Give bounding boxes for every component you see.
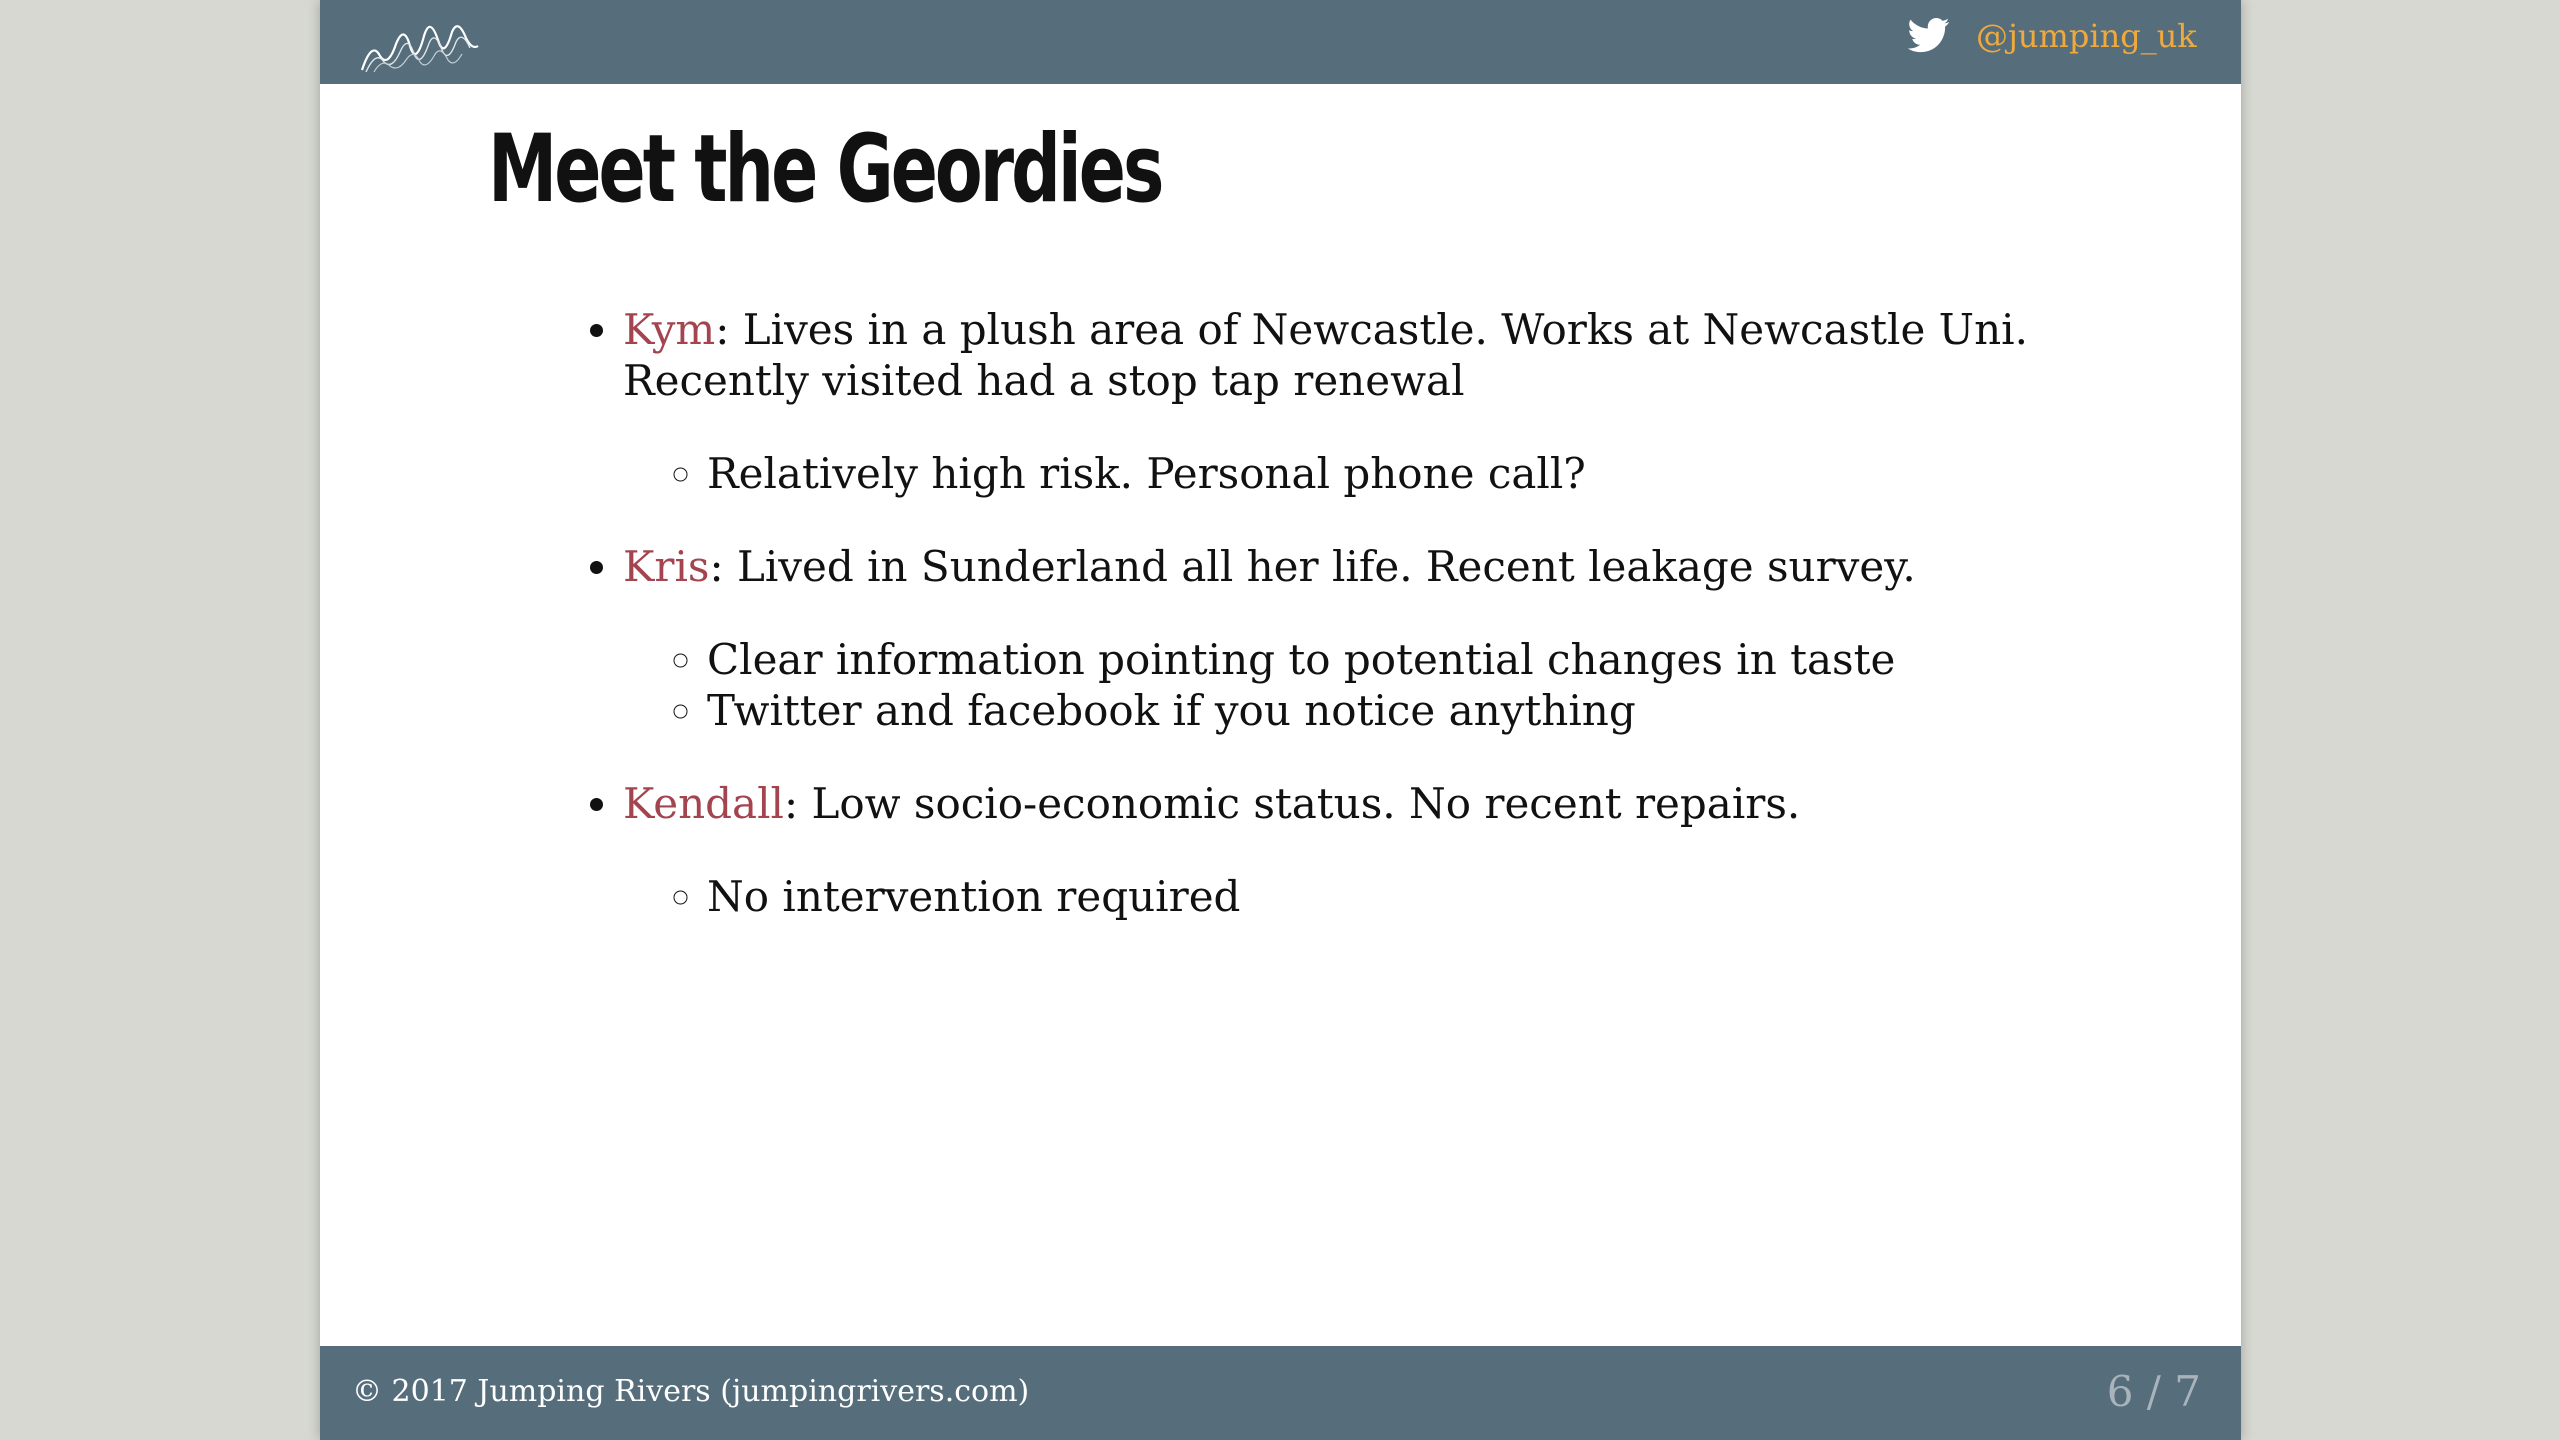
copyright-text: © 2017 Jumping Rivers (jumpingrivers.com) (352, 1374, 1030, 1409)
persona-description: : Lives in a plush area of Newcastle. Works at Newcastle Uni. Recently visited had a stop tap renewal (623, 305, 2028, 405)
persona-sublist (623, 871, 2153, 922)
slide-title: Meet the Geordies (488, 115, 1162, 224)
persona-description: : Low socio-economic status. No recent repairs. (783, 779, 1801, 828)
persona-item-kendall (623, 778, 2153, 922)
persona-subitem: ◦ Clear information pointing to potential changes in taste (707, 634, 2153, 685)
page-number: 6 / 7 (2106, 1367, 2201, 1416)
persona-item-kym (623, 304, 2153, 499)
slide-footer (320, 1346, 2241, 1440)
slide-content (573, 304, 2153, 964)
persona-name: Kym (623, 305, 716, 354)
twitter-bird-icon[interactable] (1908, 14, 1950, 56)
persona-name: Kris (623, 542, 710, 591)
persona-item-kris (623, 541, 2153, 736)
persona-description: : Lived in Sunderland all her life. Recent leakage survey. (709, 542, 1916, 591)
persona-subitem: ◦ Twitter and facebook if you notice anything (707, 685, 2153, 736)
persona-sublist (623, 448, 2153, 499)
persona-sublist (623, 634, 2153, 736)
slide (320, 0, 2241, 1440)
jumping-rivers-logo-icon (360, 10, 480, 74)
slide-header (320, 0, 2241, 84)
persona-name: Kendall (623, 779, 784, 828)
persona-list (573, 304, 2153, 922)
persona-subitem: ◦ No intervention required (707, 871, 2153, 922)
persona-subitem: ◦ Relatively high risk. Personal phone call? (707, 448, 2153, 499)
twitter-handle-link[interactable]: @jumping_uk (1976, 17, 2197, 55)
